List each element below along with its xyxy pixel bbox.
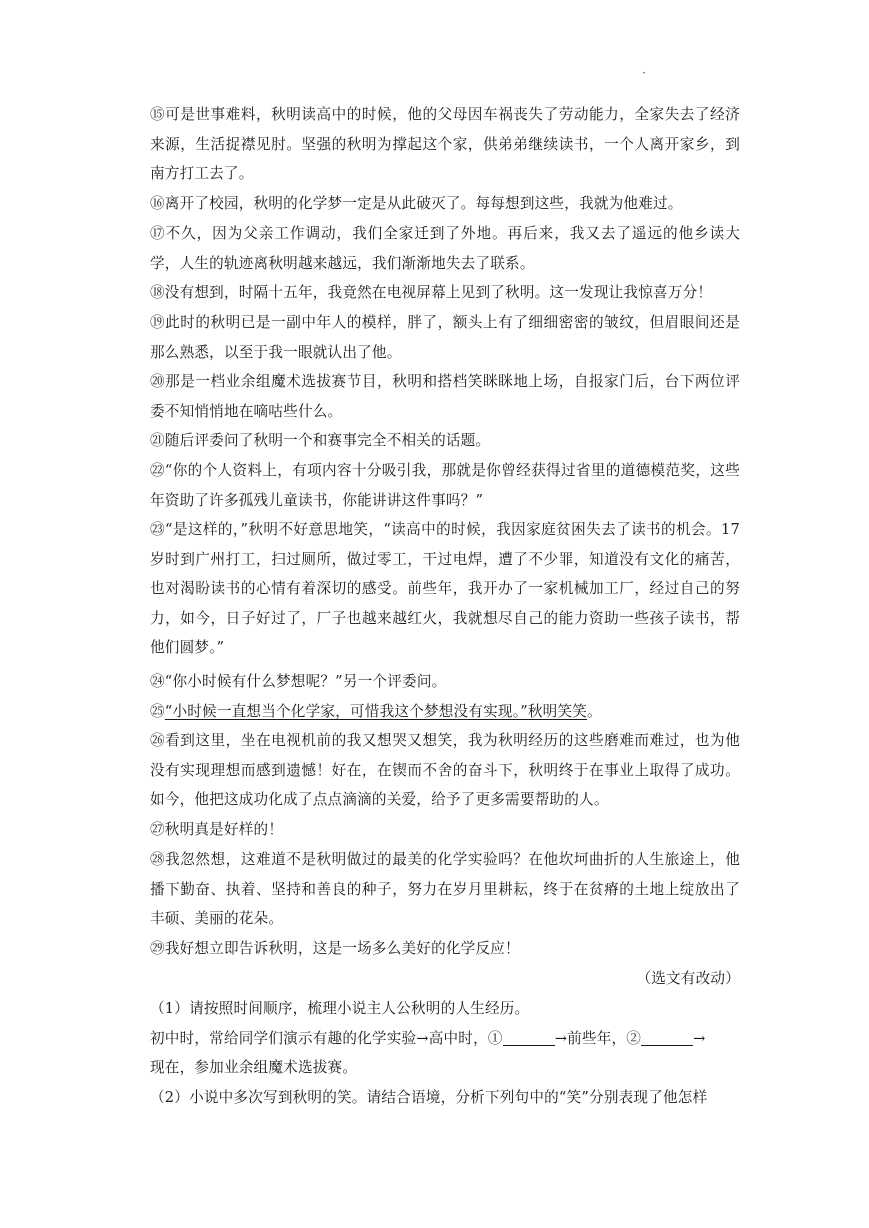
answer-blank-1[interactable] — [503, 1029, 555, 1046]
paragraph-22-text: ㉒“你的个人资料上，有项内容十分吸引我，那就是你曾经获得过省里的道德模范奖，这些年资助了许多孤残儿童读书，你能讲讲这件事吗？” — [150, 462, 740, 509]
question-2-prompt — [150, 1083, 740, 1113]
paragraph-18 — [150, 278, 740, 308]
paragraph-23-text: ㉓“是这样的，”秋明不好意思地笑，“读高中的时候，我因家庭贫困失去了读书的机会。17岁时到广州打工，扫过厕所，做过零工，干过电焊，遭了不少罪，知道没有文化的痛苦，也对渴盼读书的心情有着深切的感受。前些年，我开办了一家机械加工厂，经过自己的努力，如今，日子好过了，厂子也越来越红火，我就想尽自己的能力资助一些孩子读书，帮他们圆梦。” — [150, 521, 740, 656]
paragraph-25-end: 。 — [587, 703, 602, 720]
question-1-line-d — [150, 1053, 740, 1083]
question-1-answer-line — [150, 1024, 740, 1054]
paragraph-21 — [150, 426, 740, 456]
question-1-prompt-text: （1）请按照时间顺序，梳理小说主人公秋明的人生经历。 — [150, 1000, 530, 1017]
paragraph-26 — [150, 726, 740, 815]
question-1-prompt — [150, 994, 740, 1024]
paragraph-16-text: ⑯离开了校园，秋明的化学梦一定是从此破灭了。每每想到这些，我就为他难过。 — [150, 195, 683, 212]
question-1-segment-c: → — [693, 1030, 706, 1047]
paragraph-27-text: ㉗秋明真是好样的！ — [150, 821, 284, 838]
paragraph-16 — [150, 189, 740, 219]
paragraph-20-text: ⑳那是一档业余组魔术选拔赛节目，秋明和搭档笑眯眯地上场，自报家门后，台下两位评委不知悄悄地在嘀咕些什么。 — [150, 373, 740, 420]
paragraph-18-text: ⑱没有想到，时隔十五年，我竟然在电视屏幕上见到了秋明。这一发现让我惊喜万分！ — [150, 284, 713, 301]
paragraph-27 — [150, 815, 740, 845]
paragraph-19 — [150, 308, 740, 367]
paragraph-29 — [150, 934, 740, 964]
paragraph-17-text: ⑰不久，因为父亲工作调动，我们全家迁到了外地。再后来，我又去了遥远的他乡读大学，人生的轨迹离秋明越来越远，我们渐渐地失去了联系。 — [150, 225, 740, 272]
paragraph-25-number: ㉕ — [150, 703, 165, 720]
question-2-prompt-text: （2）小说中多次写到秋明的笑。请结合语境，分析下列句中的“笑”分别表现了他怎样 — [150, 1089, 708, 1106]
paragraph-26-text: ㉖看到这里，坐在电视机前的我又想哭又想笑，我为秋明经历的这些磨难而难过，也为他没有实现理想而感到遗憾！好在，在锲而不舍的奋斗下，秋明终于在事业上取得了成功。如今，他把这成功化成了点点滴滴的关爱，给予了更多需要帮助的人。 — [150, 732, 740, 808]
paragraph-20 — [150, 367, 740, 426]
paragraph-23 — [150, 515, 740, 663]
paragraph-28 — [150, 845, 740, 934]
paragraph-25 — [150, 697, 740, 727]
paragraph-17 — [150, 219, 740, 278]
question-1-segment-b: →前些年，② — [554, 1030, 642, 1047]
header-mark: · — [642, 66, 646, 80]
paragraph-24 — [150, 667, 740, 697]
paragraph-21-text: ㉑随后评委问了秋明一个和赛事完全不相关的话题。 — [150, 432, 491, 449]
paragraph-15 — [150, 100, 740, 189]
paragraph-25-underlined-quote: “小时候一直想当个化学家，可惜我这个梦想没有实现。”秋明笑笑 — [164, 703, 588, 720]
question-1-segment-d: 现在，参加业余组魔术选拔赛。 — [150, 1059, 358, 1076]
paragraph-19-text: ⑲此时的秋明已是一副中年人的模样，胖了，额头上有了细细密密的皱纹，但眉眼间还是那么熟悉，以至于我一眼就认出了他。 — [150, 314, 740, 361]
question-1-segment-a: 初中时，常给同学们演示有趣的化学实验→高中时，① — [150, 1030, 503, 1047]
paragraph-28-text: ㉘我忽然想，这难道不是秋明做过的最美的化学实验吗？在他坎坷曲折的人生旅途上，他播下勤奋、执着、坚持和善良的种子，努力在岁月里耕耘，终于在贫瘠的土地上绽放出了丰硕、美丽的花朵。 — [150, 851, 740, 927]
paragraph-29-text: ㉙我好想立即告诉秋明，这是一场多么美好的化学反应！ — [150, 940, 520, 957]
paragraph-24-text: ㉔“你小时候有什么梦想呢？”另一个评委问。 — [150, 673, 447, 690]
paragraph-15-text: ⑮可是世事难料，秋明读高中的时候，他的父母因车祸丧失了劳动能力，全家失去了经济来源，生活捉襟见肘。坚强的秋明为撑起这个家，供弟弟继续读书，一个人离开家乡，到南方打工去了。 — [150, 106, 740, 182]
source-note — [150, 964, 740, 994]
source-note-text: （选文有改动） — [636, 970, 740, 987]
answer-blank-2[interactable] — [641, 1029, 693, 1046]
paragraph-22 — [150, 456, 740, 515]
